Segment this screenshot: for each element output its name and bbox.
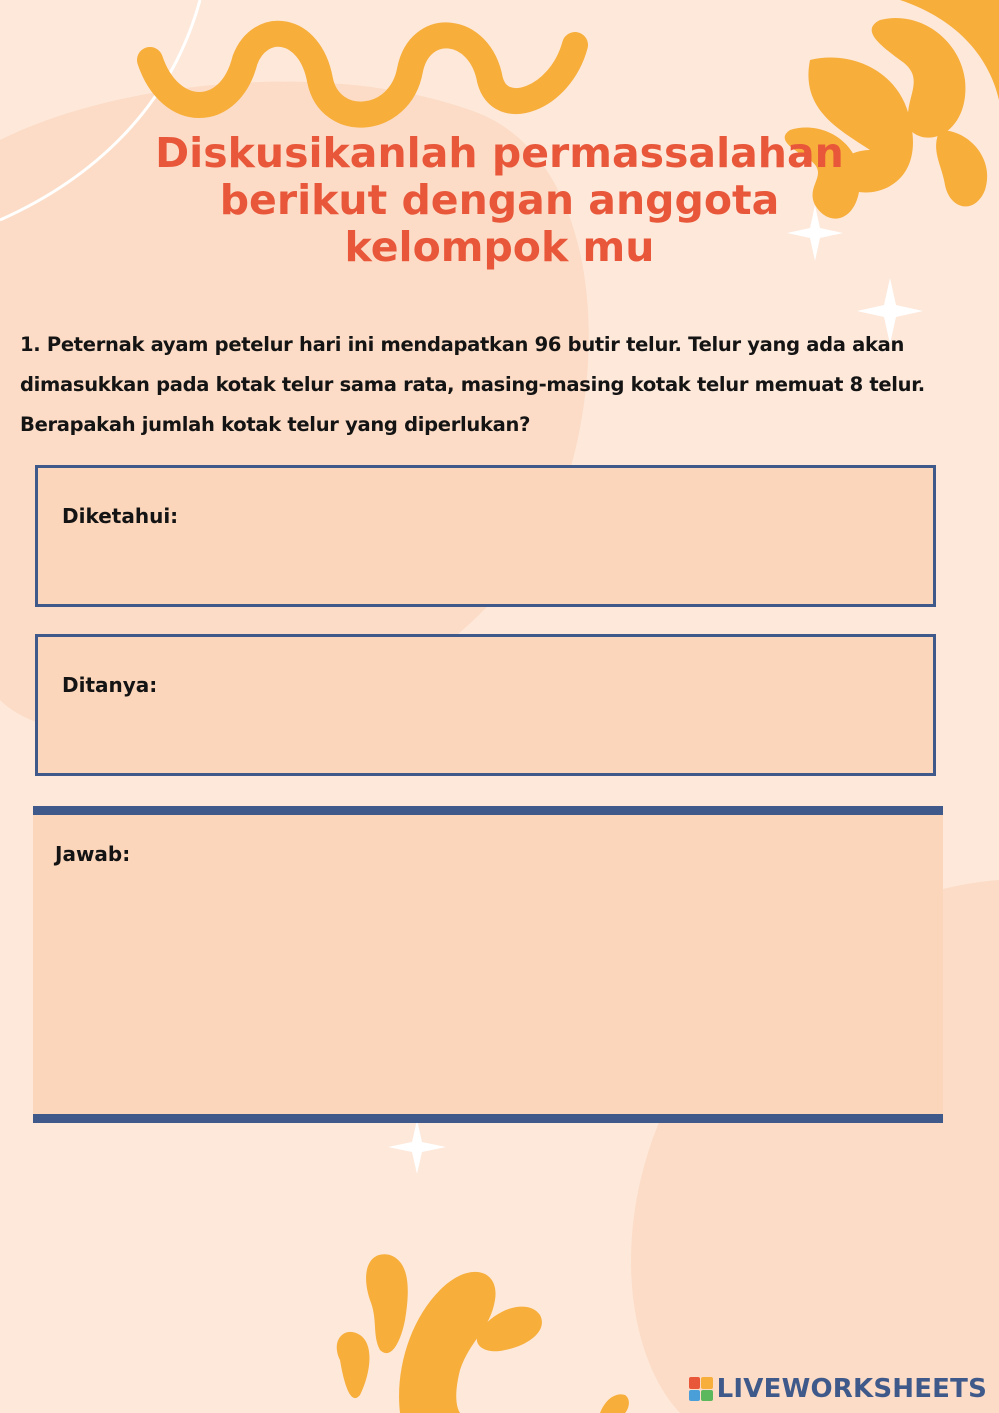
sparkle-3 bbox=[388, 1120, 446, 1174]
known-answer-box[interactable] bbox=[35, 465, 936, 607]
orange-squiggle bbox=[150, 34, 575, 115]
title-line-3: kelompok mu bbox=[344, 223, 655, 271]
brand-name: LIVEWORKSHEETS bbox=[716, 1374, 987, 1404]
known-label: Diketahui: bbox=[62, 504, 179, 528]
answer-panel[interactable] bbox=[33, 806, 943, 1123]
page-title bbox=[0, 130, 999, 271]
title-line-2: berikut dengan anggota bbox=[219, 176, 780, 224]
brand-logo-icon bbox=[689, 1377, 713, 1401]
answer-label: Jawab: bbox=[55, 842, 131, 866]
question-text: 1. Peternak ayam petelur hari ini mendapatkan 96 butir telur. Telur yang ada akan dimasukkan pada kotak telur sama rata, masing-masing kotak telur memuat 8 telur. Berapakah jumlah kotak telur yang diperlukan? bbox=[20, 333, 925, 436]
asked-answer-box[interactable] bbox=[35, 634, 936, 776]
orange-leaf-bottom bbox=[337, 1254, 629, 1413]
brand-footer bbox=[689, 1372, 987, 1406]
asked-label: Ditanya: bbox=[62, 673, 158, 697]
title-line-1: Diskusikanlah permassalahan bbox=[155, 129, 844, 177]
